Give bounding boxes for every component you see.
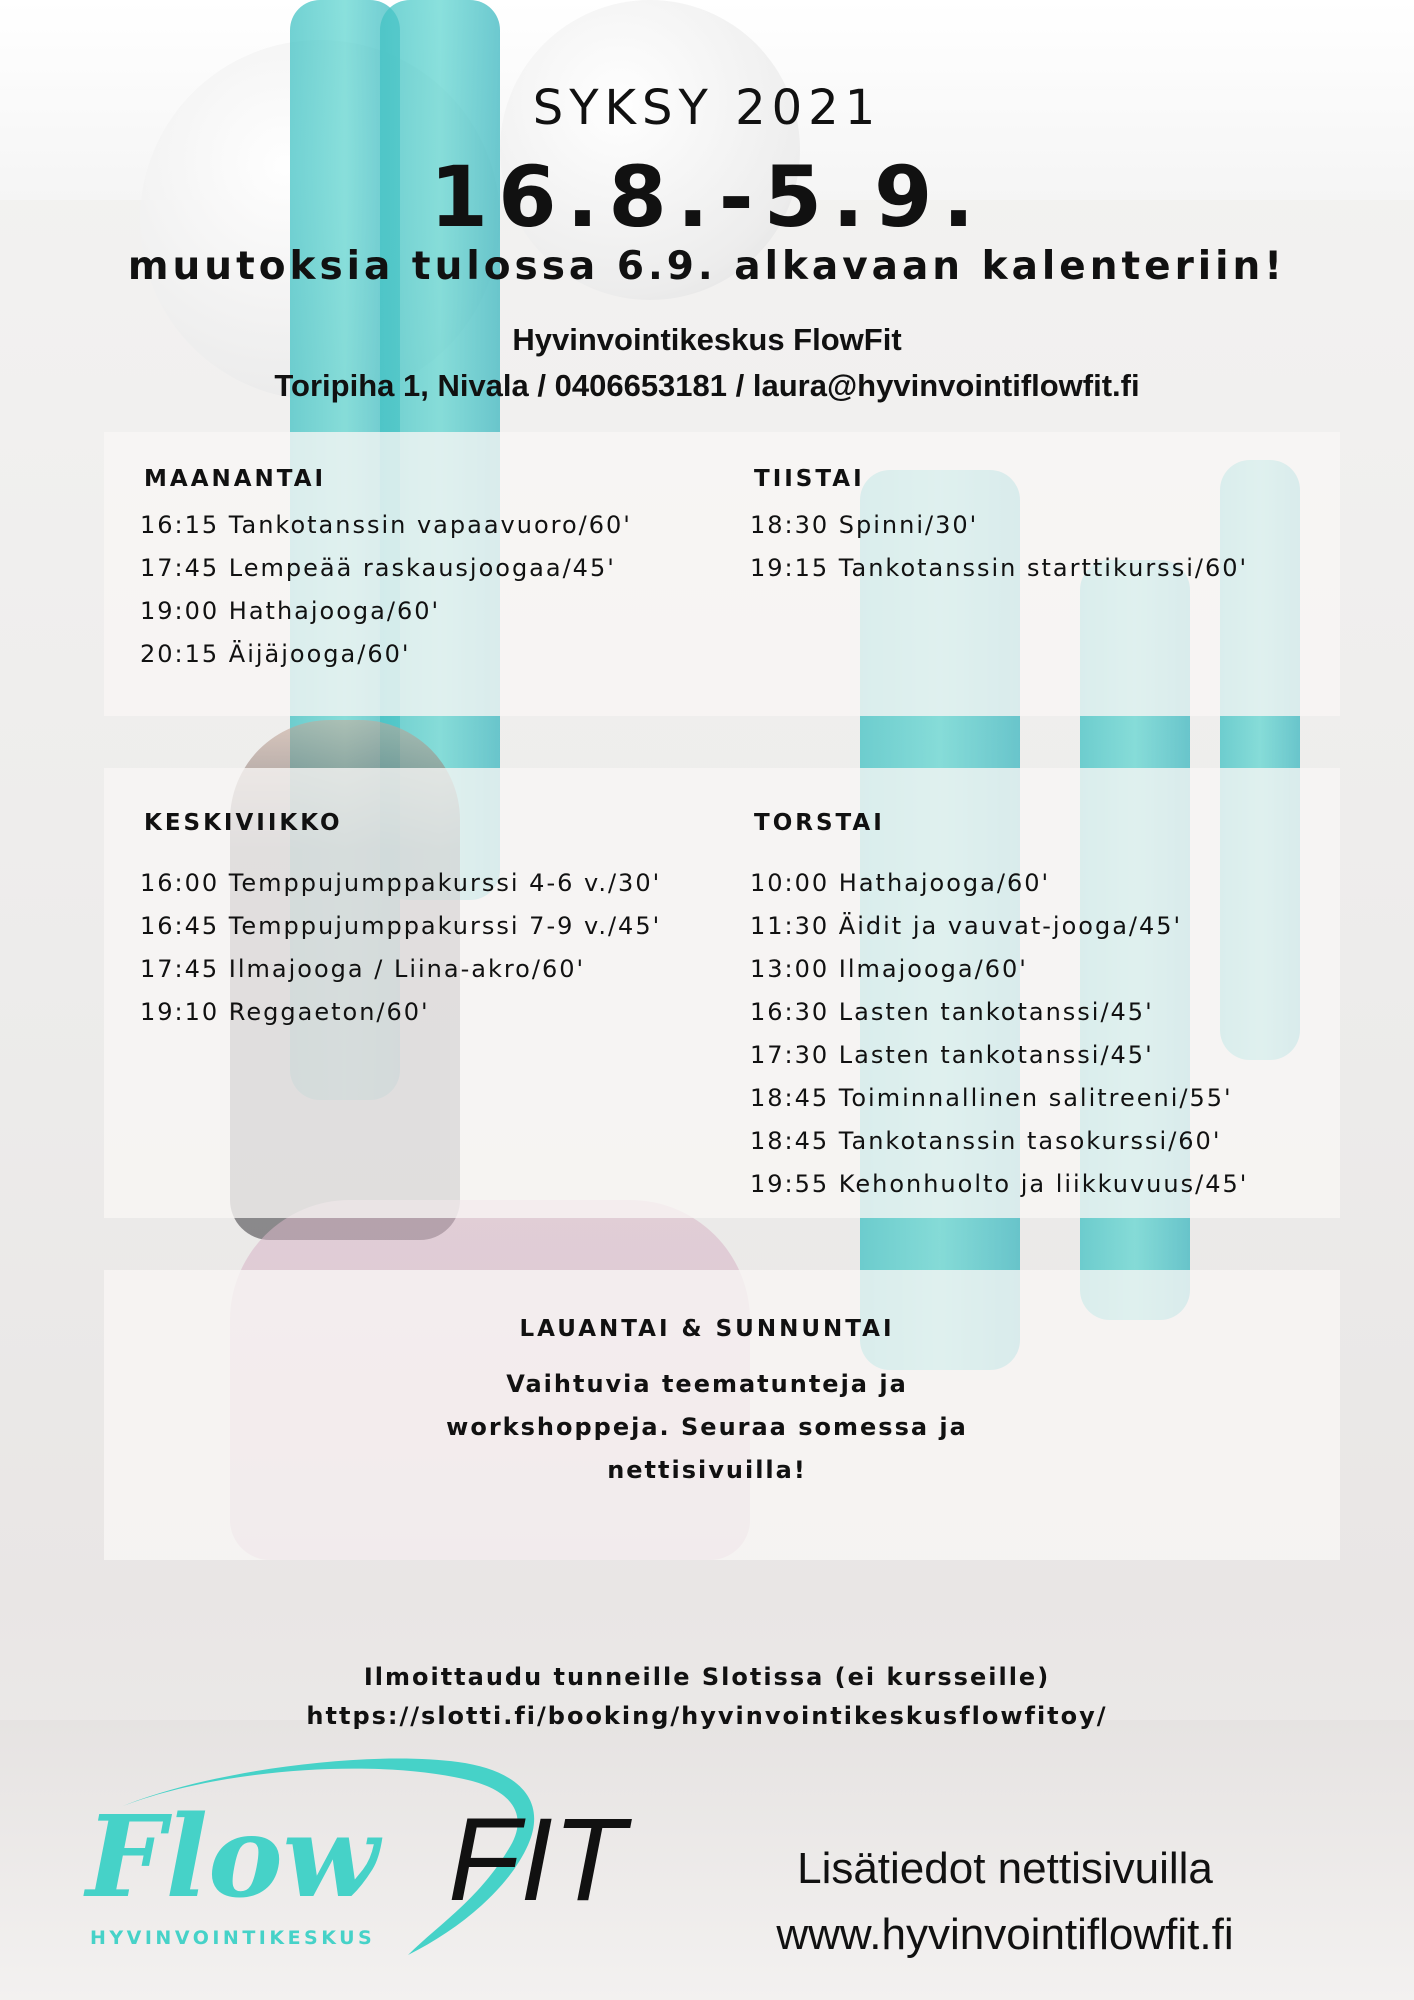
contact-info: Toripiha 1, Nivala / 0406653181 / laura@hyvinvointiflowfit.fi [274, 368, 1140, 403]
class-item: 10:00 Hathajooga/60' [750, 869, 1051, 897]
logo-tagline: HYVINVOINTIKESKUS [90, 1927, 376, 1949]
class-item: 16:45 Temppujumppakurssi 7-9 v./45' [140, 912, 662, 940]
class-item: 20:15 Äijäjooga/60' [140, 640, 411, 668]
day-heading-weekend: LAUANTAI & SUNNUNTAI [519, 1316, 895, 1342]
class-item: 17:45 Ilmajooga / Liina-akro/60' [140, 955, 586, 983]
class-item: 19:15 Tankotanssin starttikurssi/60' [750, 554, 1249, 582]
class-item: 18:45 Toiminnallinen salitreeni/55' [750, 1084, 1233, 1112]
class-item: 19:10 Reggaeton/60' [140, 998, 430, 1026]
class-item: 18:30 Spinni/30' [750, 511, 979, 539]
website-link[interactable]: www.hyvinvointiflowfit.fi [776, 1910, 1234, 1959]
logo-flow-text: Flow [86, 1792, 380, 1923]
season-title: SYKSY 2021 [532, 80, 882, 136]
more-info [680, 1836, 1330, 1968]
class-item: 19:55 Kehonhuolto ja liikkuvuus/45' [750, 1170, 1249, 1198]
class-item: 11:30 Äidit ja vauvat-jooga/45' [750, 912, 1183, 940]
weekend-description: Vaihtuvia teematunteja ja workshoppeja. Seuraa somessa ja nettisivuilla! [446, 1370, 968, 1484]
class-item: 17:30 Lasten tankotanssi/45' [750, 1041, 1154, 1069]
class-item: 16:15 Tankotanssin vapaavuoro/60' [140, 511, 632, 539]
day-heading-tuesday: TIISTAI [754, 466, 865, 492]
day-heading-thursday: TORSTAI [754, 810, 885, 836]
more-info-text: Lisätiedot nettisivuilla [797, 1844, 1213, 1893]
day-heading-monday: MAANANTAI [144, 466, 327, 492]
class-item: 16:30 Lasten tankotanssi/45' [750, 998, 1154, 1026]
signup-info [0, 1658, 1414, 1736]
center-name: Hyvinvointikeskus FlowFit [512, 322, 902, 357]
signup-link[interactable]: https://slotti.fi/booking/hyvinvointikeskusflowfitoy/ [306, 1702, 1108, 1730]
class-item: 16:00 Temppujumppakurssi 4-6 v./30' [140, 869, 662, 897]
class-item: 19:00 Hathajooga/60' [140, 597, 441, 625]
class-item: 13:00 Ilmajooga/60' [750, 955, 1028, 983]
date-range: 16.8.-5.9. [429, 148, 985, 246]
logo-fit-text: FIT [448, 1794, 625, 1926]
change-notice: muutoksia tulossa 6.9. alkavaan kalenteriin! [127, 244, 1287, 289]
class-item: 17:45 Lempeää raskausjoogaa/45' [140, 554, 616, 582]
signup-text: Ilmoittaudu tunneille Slotissa (ei kursseille) [363, 1663, 1051, 1691]
class-item: 18:45 Tankotanssin tasokurssi/60' [750, 1127, 1222, 1155]
day-heading-wednesday: KESKIVIIKKO [144, 810, 343, 836]
flowfit-logo [78, 1750, 638, 1970]
